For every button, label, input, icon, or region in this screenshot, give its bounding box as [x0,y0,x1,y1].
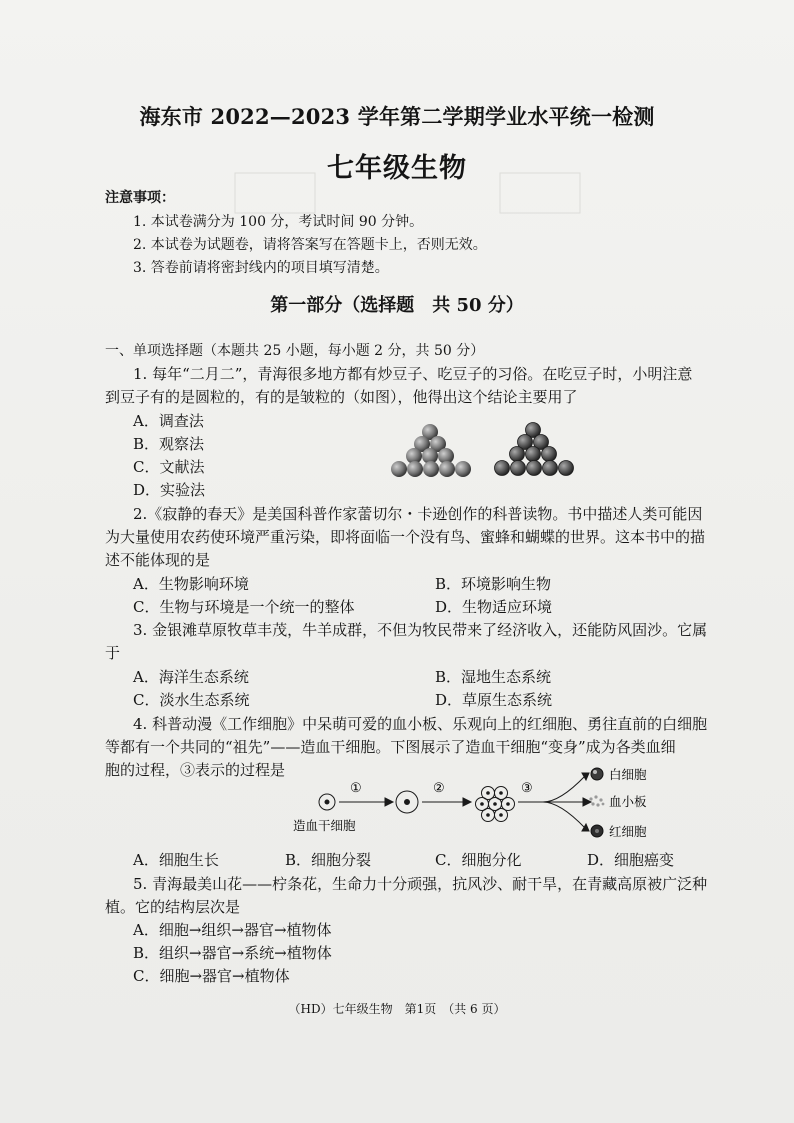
wrinkled-peas [495,423,574,476]
page-footer: （HD）七年级生物 第1页 （共 6 页） [288,1002,506,1016]
section-title: 第一部分（选择题 共 50 分） [270,295,524,316]
part-heading: 一、单项选择题（本题共 25 小题，每小题 2 分，共 50 分） [105,343,485,359]
option-b: B．湿地生态系统 [435,668,552,686]
question-2-text: 述不能体现的是 [105,551,211,569]
question-4-text: 等都有一个共同的“祖先”——造血干细胞。下图展示了造血干细胞“变身”成为各类血细 [105,738,676,756]
note-item: 2. 本试卷为试题卷，请将答案写在答题卡上，否则无效。 [133,237,487,253]
option-d: D．草原生态系统 [435,691,553,709]
option-c: C．淡水生态系统 [133,691,250,709]
question-4-text: 4. 科普动漫《工作细胞》中呆萌可爱的血小板、乐观向上的红细胞、勇往直前的白细胞 [133,715,708,733]
option-c: C．文献法 [133,458,205,476]
red-cell-label: 红细胞 [609,824,647,839]
question-2-text: 2.《寂静的春天》是美国科普作家蕾切尔・卡逊创作的科普读物。书中描述人类可能因 [133,505,703,523]
option-a: A．细胞→组织→器官→植物体 [133,921,332,939]
option-c: C．细胞→器官→植物体 [133,967,290,985]
option-c: C．生物与环境是一个统一的整体 [133,598,355,616]
option-a: A．生物影响环境 [133,575,249,593]
stem-cell-label: 造血干细胞 [293,818,356,833]
option-b: B．组织→器官→系统→植物体 [133,944,332,962]
exam-title: 海东市 2022—2023 学年第二学期学业水平统一检测 [139,104,655,129]
option-c: C．细胞分化 [435,851,522,869]
option-d: D．实验法 [133,481,206,499]
option-b: B．观察法 [133,435,205,453]
question-2-text: 为大量使用农药使环境严重污染，即将面临一个没有鸟、蜜蜂和蝴蝶的世界。这本书中的描 [105,528,706,546]
option-d: D．生物适应环境 [435,598,553,616]
question-1-text: 到豆子有的是圆粒的，有的是皱粒的（如图），他得出这个结论主要用了 [105,388,578,406]
pea-pyramid-figure [385,410,585,482]
question-4-text: 胞的过程，③表示的过程是 [105,761,286,779]
question-1-text: 1. 每年“二月二”，青海很多地方都有炒豆子、吃豆子的习俗。在吃豆子时，小明注意 [133,365,693,383]
question-3-text: 3. 金银滩草原牧草丰茂，牛羊成群，不但为牧民带来了经济收入，还能防风固沙。它属 [133,621,708,639]
option-a: A．海洋生态系统 [133,668,249,686]
option-b: B．细胞分裂 [285,851,372,869]
cell-cluster-icon [476,787,515,822]
option-a: A．调查法 [133,412,204,430]
stem-cell-diagram [285,760,725,842]
step-1-label: ① [350,781,362,796]
white-blood-cell-icon [591,768,603,780]
bleed-through: ⠀ [105,82,115,97]
step-3-label: ③ [521,781,533,796]
white-cell-label: 白细胞 [609,767,647,782]
option-b: B．环境影响生物 [435,575,552,593]
platelet-icon [589,795,604,806]
option-a: A．细胞生长 [133,851,219,869]
round-peas [391,424,471,477]
notes-heading: 注意事项： [105,190,175,206]
step-2-label: ② [433,781,445,796]
platelet-label: 血小板 [609,794,647,809]
note-item: 3. 答卷前请将密封线内的项目填写清楚。 [133,260,389,276]
option-d: D．细胞癌变 [587,851,675,869]
exam-subject: 七年级生物 [327,153,467,184]
question-5-text: 5. 青海最美山花——柠条花，生命力十分顽强，抗风沙、耐干旱，在青藏高原被广泛种 [133,875,708,893]
question-5-text: 植。它的结构层次是 [105,898,241,916]
note-item: 1. 本试卷满分为 100 分，考试时间 90 分钟。 [133,214,424,230]
question-3-text: 于 [105,644,121,662]
